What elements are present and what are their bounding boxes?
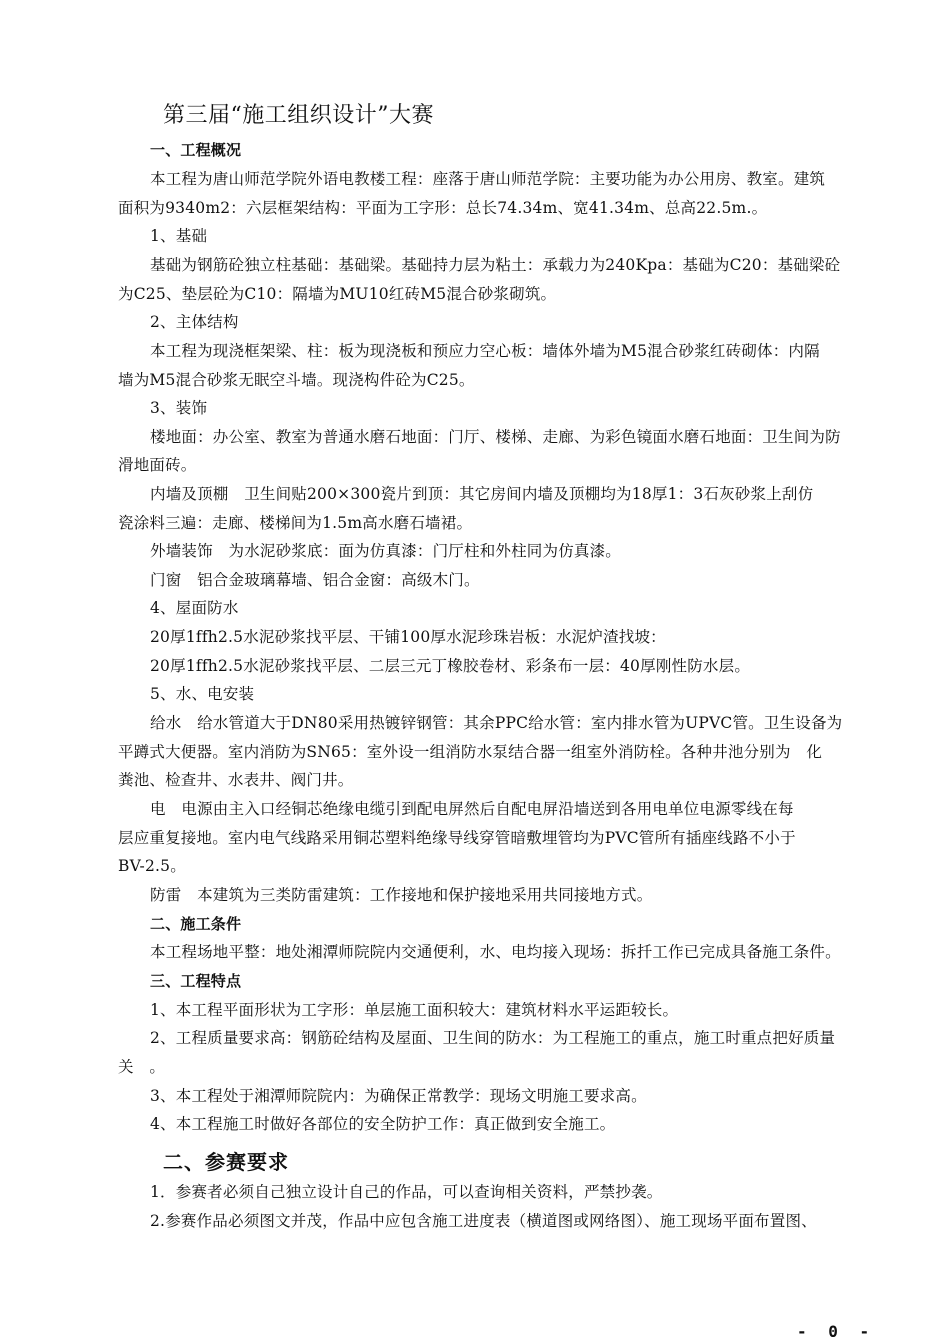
section-heading-overview: 一、工程概况 <box>150 141 242 159</box>
paragraph-line: 瓷涂料三遍：走廊、楼梯间为1.5m高水磨石墙裙。 <box>118 514 473 532</box>
paragraph-line: 为C25、垫层砼为C10：隔墙为MU10红砖M5混合砂浆砌筑。 <box>118 285 557 303</box>
paragraph-line: 防雷 本建筑为三类防雷建筑：工作接地和保护接地采用共同接地方式。 <box>150 886 653 904</box>
paragraph-line: 墙为M5混合砂浆无眠空斗墙。现浇构件砼为C25。 <box>118 371 475 389</box>
paragraph-line: 平蹲式大便器。室内消防为SN65：室外设一组消防水泵结合器一组室外消防栓。各种井池分别为 化 <box>118 743 823 761</box>
paragraph-line: 1、本工程平面形状为工字形：单层施工面积较大：建筑材料水平运距较长。 <box>150 1001 679 1019</box>
subheading-water-electric: 5、水、电安装 <box>150 685 255 703</box>
paragraph-line: 本工程为唐山师范学院外语电教楼工程：座落于唐山师范学院：主要功能为办公用房、教室。建筑 <box>150 170 826 188</box>
subheading-roof-waterproofing: 4、屋面防水 <box>150 599 239 617</box>
paragraph-line: 面积为9340m2：六层框架结构：平面为工字形：总长74.34m、宽41.34m、总高22.5m.。 <box>118 199 768 217</box>
paragraph-line: 粪池、检查井、水表井、阀门井。 <box>118 771 354 789</box>
paragraph-line: 本工程为现浇框架梁、柱：板为现浇板和预应力空心板：墙体外墙为M5混合砂浆红砖砌体：内隔 <box>150 342 820 360</box>
paragraph-line: 电 电源由主入口经铜芯绝缘电缆引到配电屏然后自配电屏沿墙送到各用电单位电源零线在每 <box>150 800 794 818</box>
paragraph-line: 门窗 铝合金玻璃幕墙、铝合金窗：高级木门。 <box>150 571 480 589</box>
paragraph-line: 1．参赛者必须自己独立设计自己的作品，可以查询相关资料，严禁抄袭。 <box>150 1183 663 1201</box>
paragraph-line: 关 。 <box>118 1058 166 1076</box>
paragraph-line: 20厚1ffh2.5水泥砂浆找平层、干铺100厚水泥珍珠岩板：水泥炉渣找坡： <box>150 628 666 646</box>
paragraph-line: 基础为钢筋砼独立柱基础：基础梁。基础持力层为粘土：承载力为240Kpa：基础为C20：基础梁砼 <box>150 256 841 274</box>
section-heading-conditions: 二、施工条件 <box>150 915 242 933</box>
paragraph-line: 2、工程质量要求高：钢筋砼结构及屋面、卫生间的防水：为工程施工的重点，施工时重点把好质量 <box>150 1029 836 1047</box>
subheading-decoration: 3、装饰 <box>150 399 208 417</box>
paragraph-line: 本工程场地平整：地处湘潭师院院内交通便利，水、电均接入现场：拆扦工作已完成具备施工条件。 <box>150 943 841 961</box>
paragraph-line: BV-2.5。 <box>118 857 186 875</box>
document-title: 第三届“施工组织设计”大赛 <box>163 103 434 128</box>
paragraph-line: 3、本工程处于湘潭师院院内：为确保正常教学：现场文明施工要求高。 <box>150 1087 647 1105</box>
paragraph-line: 内墙及顶棚 卫生间贴200×300瓷片到顶：其它房间内墙及顶棚均为18厚1：3石灰砂浆上刮仿 <box>150 485 814 503</box>
paragraph-line: 4、本工程施工时做好各部位的安全防护工作：真正做到安全施工。 <box>150 1115 616 1133</box>
page-number: - 0 - <box>797 1322 876 1341</box>
section-heading-requirements: 二、参赛要求 <box>163 1150 289 1174</box>
paragraph-line: 层应重复接地。室内电气线路采用铜芯塑料绝缘导线穿管暗敷埋管均为PVC管所有插座线路不小于 <box>118 829 796 847</box>
paragraph-line: 20厚1ffh2.5水泥砂浆找平层、二层三元丁橡胶卷材、彩条布一层：40厚刚性防水层。 <box>150 657 751 675</box>
paragraph-line: 2.参赛作品必须图文并茂，作品中应包含施工进度表（横道图或网络图）、施工现场平面布置图、 <box>150 1212 817 1230</box>
paragraph-line: 滑地面砖。 <box>118 456 197 474</box>
paragraph-line: 外墙装饰 为水泥砂浆底：面为仿真漆：门厅柱和外柱同为仿真漆。 <box>150 542 622 560</box>
section-heading-features: 三、工程特点 <box>150 972 242 990</box>
subheading-main-structure: 2、主体结构 <box>150 313 239 331</box>
paragraph-line: 楼地面：办公室、教室为普通水磨石地面：门厅、楼梯、走廊、为彩色镜面水磨石地面：卫生间为防 <box>150 428 841 446</box>
subheading-foundation: 1、基础 <box>150 227 208 245</box>
paragraph-line: 给水 给水管道大于DN80采用热镀锌钢管：其余PPC给水管：室内排水管为UPVC管。卫生设备为 <box>150 714 843 732</box>
